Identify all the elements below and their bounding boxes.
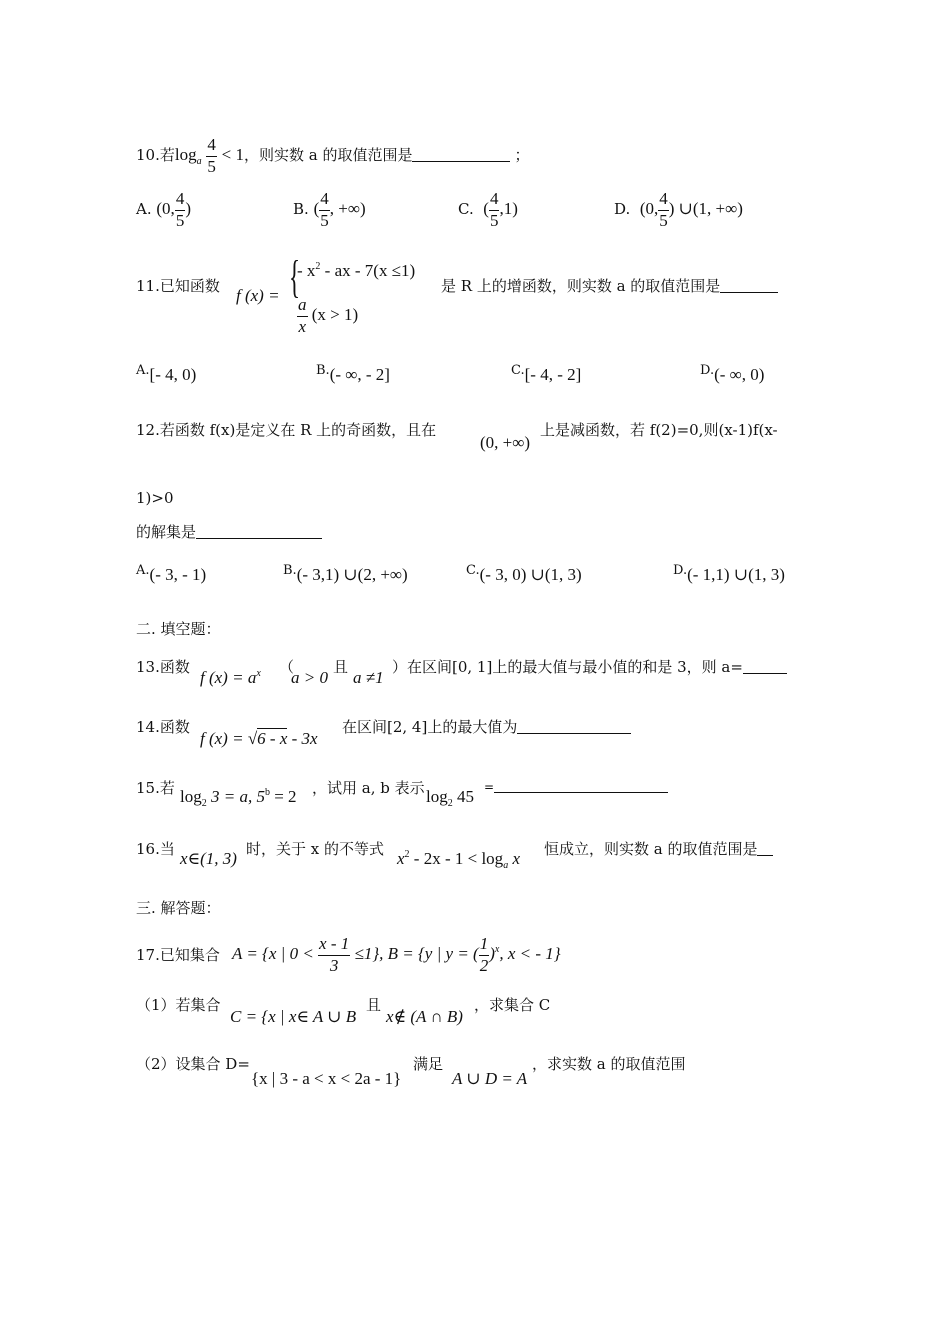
q11-option-b: B.(- ∞, - 2] xyxy=(316,363,390,384)
q11-case1: - $x^2$ - ax - 7(x ≤1) xyxy=(297,261,416,280)
q12-option-a: A.(- 3, - 1) xyxy=(136,563,207,584)
q12-option-d: D.(- 1,1) ∪(1, 3) xyxy=(673,563,785,584)
q12-stem-pre: 12.若函数 f(x)是定义在 R 上的奇函数，且在 xyxy=(136,421,437,439)
q14-pre: 14.函数 xyxy=(136,718,190,736)
q17-part1-and: 且 xyxy=(366,996,382,1014)
q13-cond1: a > 0 xyxy=(291,668,328,687)
q14-post: 在区间[2, 4]上的最大值为 xyxy=(342,720,631,735)
q17-part1-expr2: x∉ (A ∩ B) xyxy=(386,1007,463,1026)
q16-ineq: $x^2 - 2x - 1 < \log_a x$ xyxy=(397,849,520,871)
q11-case2: $\frac{a}{x}$ (x > 1) xyxy=(298,295,359,336)
q10-option-d: D. (0, $\frac{4}{5}$ ) ∪(1, +∞) xyxy=(614,189,743,230)
q12-interval: (0, +∞) xyxy=(480,433,531,452)
q17-part1-label: （1）若集合 xyxy=(136,996,221,1014)
q17-part2-mid: 满足 xyxy=(413,1055,444,1073)
q13-and: 且 xyxy=(333,658,349,676)
q11-option-d: D.(- ∞, 0) xyxy=(700,363,765,384)
q16-pre: 16.当 xyxy=(136,840,175,858)
q15-pre: 15.若 xyxy=(136,779,175,797)
q17-part1-post: ，求集合 C xyxy=(474,996,551,1014)
q12-line3: 的解集是 xyxy=(136,525,322,540)
q10-stem: 10.若$\log_a$ $\frac{4}{5}$ < 1，则实数 a 的取值范围是 ； xyxy=(136,135,530,176)
section-fill-in-heading: 二. 填空题： xyxy=(136,620,221,638)
q12-stem-post: 上是减函数，若 f(2)=0,则(x-1)f(x- xyxy=(540,421,778,439)
q12-line2: 1)>0 xyxy=(136,489,174,507)
q15-expr1: $\log_2 3 = a$, $5^b = 2$ xyxy=(180,787,297,809)
q12-option-c: C.(- 3, 0) ∪(1, 3) xyxy=(466,563,582,584)
q13-post: ）在区间[0, 1]上的最大值与最小值的和是 3，则 a= xyxy=(392,660,787,675)
q17-part2-label: （2）设集合 D= xyxy=(136,1055,250,1073)
q13-cond2: a ≠1 xyxy=(353,668,384,687)
q17-part1-expr: C = {x | x∈ A ∪ B xyxy=(230,1007,357,1026)
q13-pre: 13.函数 xyxy=(136,658,190,676)
q17-part2-expr: {x | 3 - a < x < 2a - 1} xyxy=(251,1069,402,1088)
q15-eq: = xyxy=(484,781,668,793)
q16-post: 恒成立，则实数 a 的取值范围是 xyxy=(544,842,773,857)
q11-option-c: C.[- 4, - 2] xyxy=(511,363,582,384)
q11-option-a: A.[- 4, 0) xyxy=(136,363,197,384)
q17-part2-expr2: A ∪ D = A xyxy=(452,1069,528,1088)
q16-mid: 时，关于 x 的不等式 xyxy=(246,840,384,858)
q15-expr2: $\log_2 45$ xyxy=(426,787,474,809)
q14-fx: f (x) = √6 - x - 3x xyxy=(200,729,318,748)
q13-fx: f $(x) = a^x$ xyxy=(200,668,261,687)
q11-stem-post: 是 R 上的增函数，则实数 a 的取值范围是 xyxy=(441,279,778,294)
q12-option-b: B.(- 3,1) ∪(2, +∞) xyxy=(283,563,408,584)
q10-fraction: $\frac{4}{5}$ xyxy=(207,135,216,176)
q13-paren: （ xyxy=(279,658,295,676)
q11-fx: f (x) = xyxy=(236,286,280,305)
q17-pre: 17.已知集合 xyxy=(136,946,220,964)
q11-stem-pre: 11.已知函数 xyxy=(136,277,220,295)
q15-mid: ，试用 a, b 表示 xyxy=(312,779,425,797)
q10-option-a: A. (0, $\frac{4}{5}$ ) xyxy=(136,189,191,230)
q16-cond: x∈(1, 3) xyxy=(180,849,237,868)
q17-part2-post: ，求实数 a 的取值范围 xyxy=(532,1055,686,1073)
q17-sets: A = {x | 0 < $\frac{x - 1}{3}$ ≤1}, B = {y | y = ( $\frac{1}{2}$ )$^x$, x < - 1} xyxy=(232,934,561,975)
q11-brace: { xyxy=(289,251,301,302)
q10-option-b: B. ( $\frac{4}{5}$ , +∞) xyxy=(293,189,366,230)
section-solve-heading: 三. 解答题： xyxy=(136,899,221,917)
q10-option-c: C. ( $\frac{4}{5}$ ,1) xyxy=(458,189,518,230)
